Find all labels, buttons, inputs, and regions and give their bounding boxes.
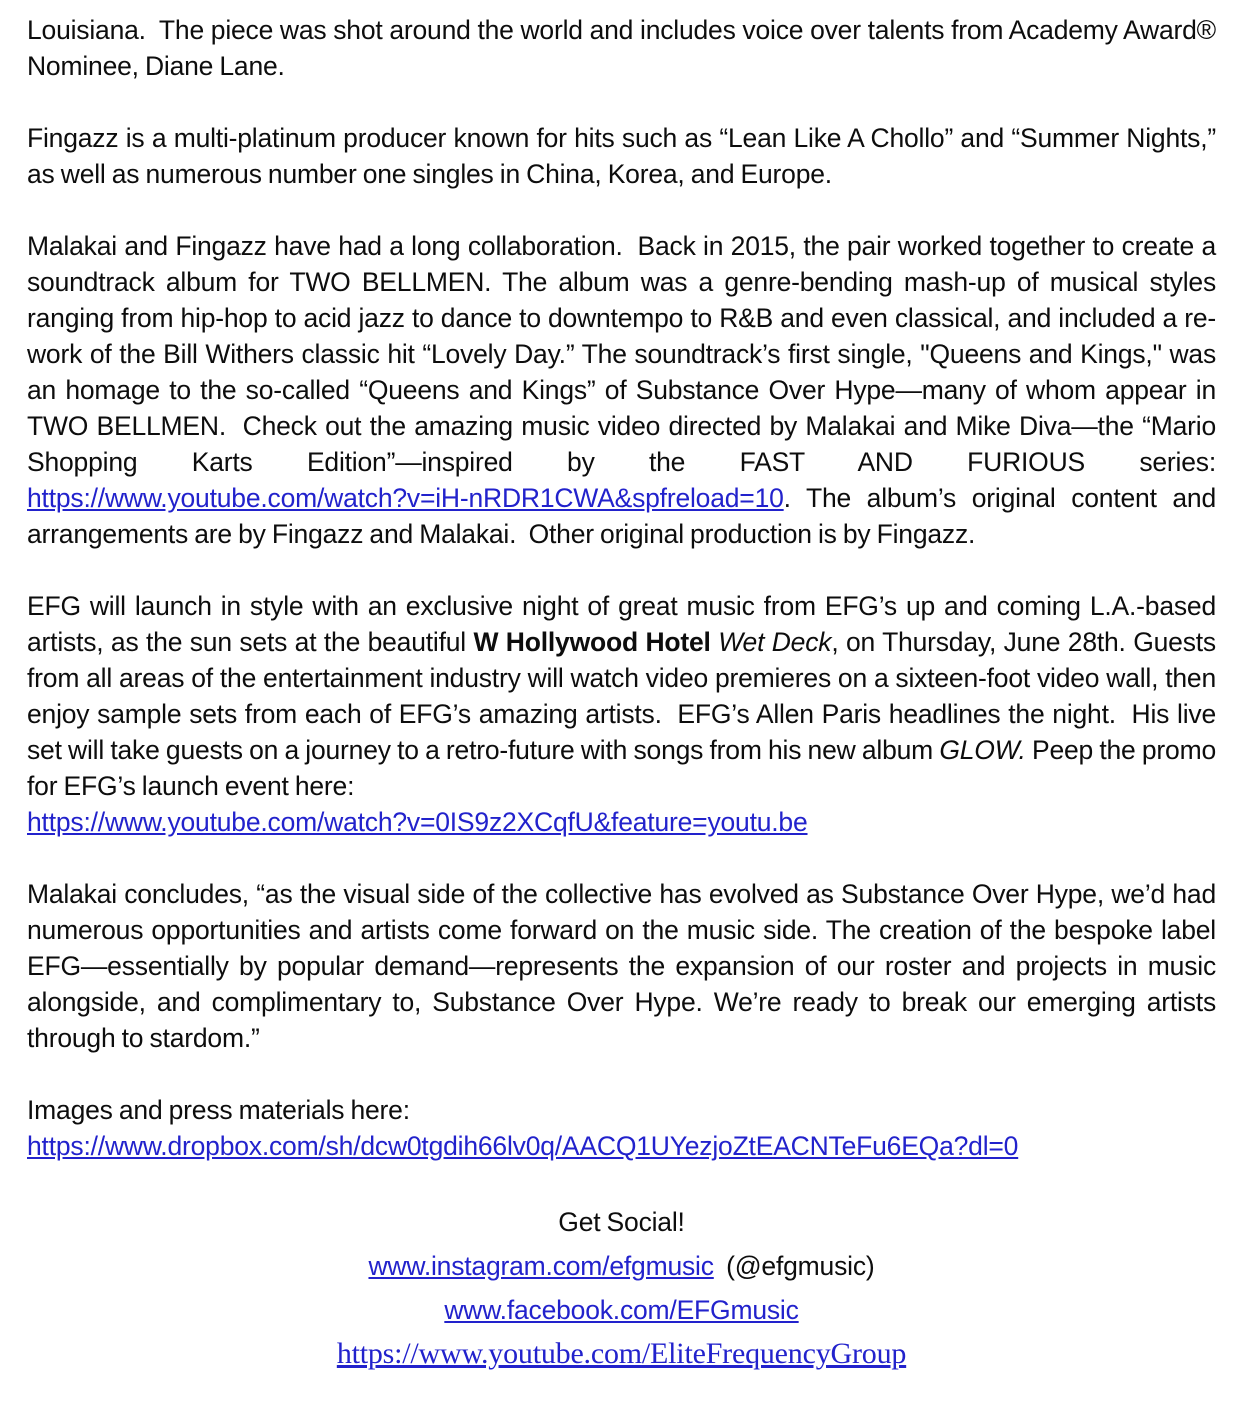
text-run: . The album’s original content and arrangements are by Fingazz and Malakai. Other original production is by Fingazz. [27, 483, 1216, 549]
document-content [27, 12, 1216, 1376]
text-run: (@efgmusic) [713, 1251, 875, 1281]
text-run: GLOW. [939, 735, 1026, 765]
paragraph-press-materials [27, 1092, 1216, 1164]
text-run: Malakai and Fingazz have had a long collaboration. Back in 2015, the pair worked together to create a soundtrack album for TWO BELLMEN. The album was a genre-bending mash-up of musical styles ranging from hip-hop to acid jazz to dance to downtempo to R&B and even classical, and included a re-work of the Bill Withers classic hit “Lovely Day.” The soundtrack’s first single, "Queens and Kings," was an homage to the so-called “Queens and Kings” of Substance Over Hype—many of whom appear in TWO BELLMEN. Check out the amazing music video directed by Malakai and Mike Diva—the “Mario Shopping Karts Edition”—inspired by the FAST AND FURIOUS series: [27, 231, 1216, 477]
paragraph-efg-launch-event [27, 588, 1216, 840]
paragraph-louisiana-voiceover [27, 12, 1216, 84]
paragraph-get-social [27, 1200, 1216, 1376]
text-run: W Hollywood Hotel [473, 627, 711, 657]
text-run: Peep the promo for EFG’s launch event here: [27, 735, 1217, 801]
paragraph-malakai-concludes-quote [27, 876, 1216, 1056]
text-run: Wet Deck [718, 627, 832, 657]
text-run: Fingazz is a multi-platinum producer known for hits such as “Lean Like A Chollo” and “Summer Nights,” as well as numerous number one singles in China, Korea, and Europe. [27, 123, 1216, 189]
facebook-link[interactable]: www.facebook.com/EFGmusic [444, 1295, 799, 1325]
paragraph-malakai-fingazz-collaboration [27, 228, 1216, 552]
youtube-channel-link[interactable]: https://www.youtube.com/EliteFrequencyGroup [336, 1337, 907, 1370]
efg-launch-promo-link[interactable]: https://www.youtube.com/watch?v=0IS9z2XCqfU&feature=youtu.be [27, 807, 808, 837]
text-run: Louisiana. The piece was shot around the world and includes voice over talents from Academy Award® Nominee, Diane Lane. [27, 15, 1216, 81]
dropbox-press-materials-link[interactable]: https://www.dropbox.com/sh/dcw0tgdih66lv0q/AACQ1UYezjoZtEACNTeFu6EQa?dl=0 [27, 1131, 1019, 1161]
text-run: Get Social! [558, 1207, 685, 1237]
youtube-karts-video-link[interactable]: https://www.youtube.com/watch?v=iH-nRDR1CWA&spfreload=10 [27, 483, 784, 513]
text-run: Images and press materials here: [27, 1095, 410, 1125]
paragraph-fingazz-producer [27, 120, 1216, 192]
text-run: , on Thursday, June 28th. Guests from all areas of the entertainment industry will watch video premieres on a sixteen-foot video wall, then enjoy sample sets from each of EFG’s amazing artists. EFG’s Allen Paris headlines the night. His live set will take guests on a journey to a retro-future with songs from his new album [27, 627, 1216, 765]
text-run: Malakai concludes, “as the visual side of the collective has evolved as Substance Over Hype, we’d had numerous opportunities and artists come forward on the music side. The creation of the bespoke label EFG—essentially by popular demand—represents the expansion of our roster and projects in music alongside, and complimentary to, Substance Over Hype. We’re ready to break our emerging artists through to stardom.” [27, 879, 1216, 1053]
text-run: EFG will launch in style with an exclusive night of great music from EFG’s up and coming L.A.-based artists, as the sun sets at the beautiful [27, 591, 1216, 657]
instagram-link[interactable]: www.instagram.com/efgmusic [368, 1251, 714, 1281]
